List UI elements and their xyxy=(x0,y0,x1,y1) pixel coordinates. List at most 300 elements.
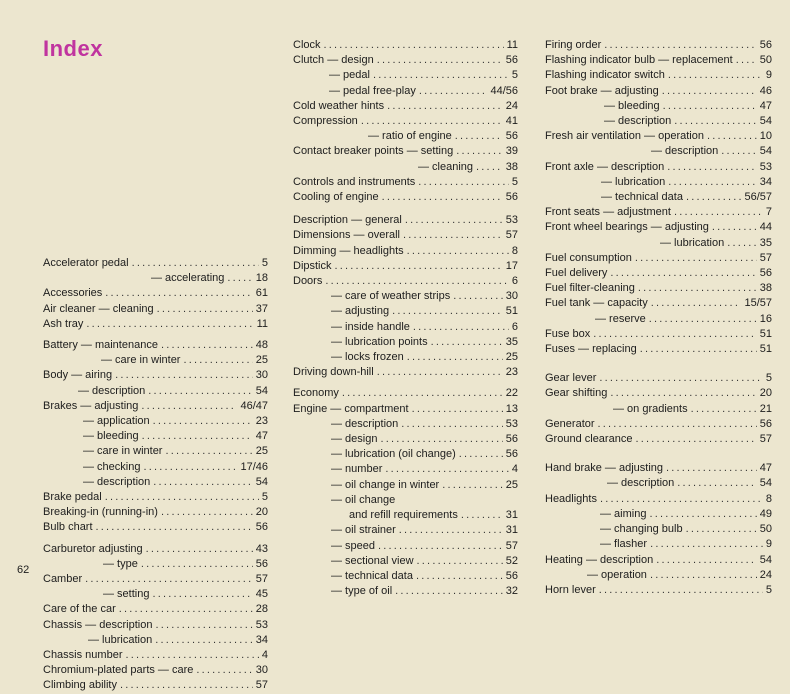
entry-text: — description xyxy=(604,115,672,128)
entry-text: Bulb chart xyxy=(43,521,93,534)
entry-text: — ratio of engine xyxy=(368,130,452,143)
entry-page: 54 xyxy=(255,384,268,397)
index-entry xyxy=(545,114,772,129)
entry-text: Contact breaker points — setting xyxy=(293,145,454,158)
dot-leader xyxy=(377,53,503,68)
entry-page: 54 xyxy=(759,477,772,490)
index-entry xyxy=(43,490,268,505)
entry-page: 50 xyxy=(759,54,772,67)
index-entry xyxy=(545,84,772,99)
entry-text: — description xyxy=(83,475,151,488)
entry-text: Horn lever xyxy=(545,583,596,596)
index-entry xyxy=(545,583,772,598)
index-entry xyxy=(293,432,518,447)
dot-leader xyxy=(405,213,503,228)
index-entry xyxy=(545,38,772,53)
dot-leader xyxy=(115,368,253,383)
entry-page: 4 xyxy=(511,463,518,476)
entry-page: 41 xyxy=(505,115,518,128)
entry-text: — reserve xyxy=(595,312,646,325)
dot-leader xyxy=(183,353,252,368)
entry-page: 17 xyxy=(505,259,518,272)
index-entry xyxy=(43,429,268,444)
entry-text: Fuses — replacing xyxy=(545,343,637,356)
entry-text: Fuel delivery xyxy=(545,267,608,280)
index-entry xyxy=(293,114,518,129)
index-entry xyxy=(43,317,268,332)
dot-leader xyxy=(105,490,259,505)
entry-page: 34 xyxy=(759,175,772,188)
dot-leader xyxy=(662,84,757,99)
entry-page: 20 xyxy=(255,506,268,519)
dot-leader xyxy=(227,271,252,286)
dot-leader xyxy=(387,99,503,114)
entry-page: 20 xyxy=(759,387,772,400)
entry-text: — oil change xyxy=(331,493,396,506)
index-entry xyxy=(43,399,268,414)
dot-leader xyxy=(656,553,757,568)
dot-leader xyxy=(86,317,253,332)
entry-page: 53 xyxy=(505,214,518,227)
entry-text: Doors xyxy=(293,275,323,288)
entry-text: Chassis — description xyxy=(43,618,153,631)
index-entry xyxy=(545,281,772,296)
entry-page: 44 xyxy=(759,221,772,234)
entry-page: 53 xyxy=(505,417,518,430)
entry-page: 56 xyxy=(759,417,772,430)
entry-text: — lubrication xyxy=(88,633,153,646)
entry-page: 47 xyxy=(255,430,268,443)
entry-page: 31 xyxy=(505,509,518,522)
index-entry xyxy=(545,432,772,447)
entry-page: 5 xyxy=(765,372,772,385)
entry-page: 6 xyxy=(511,275,518,288)
entry-text: — care of weather strips xyxy=(331,290,451,303)
dot-leader xyxy=(721,144,756,159)
entry-page: 57 xyxy=(759,433,772,446)
dot-leader xyxy=(125,648,258,663)
entry-page: 7 xyxy=(765,206,772,219)
dot-leader xyxy=(604,38,757,53)
index-entry xyxy=(293,335,518,350)
entry-text: — cleaning xyxy=(418,160,474,173)
dot-leader xyxy=(401,417,502,432)
entry-page: 54 xyxy=(759,115,772,128)
entry-page: 9 xyxy=(765,538,772,551)
index-entry xyxy=(545,342,772,357)
dot-leader xyxy=(461,508,503,523)
dot-leader xyxy=(335,259,503,274)
entry-text: Dipstick xyxy=(293,259,332,272)
entry-page: 35 xyxy=(759,236,772,249)
dot-leader xyxy=(442,478,503,493)
dot-leader xyxy=(399,523,503,538)
entry-text: — pedal free-play xyxy=(329,84,416,97)
entry-page: 44/56 xyxy=(490,84,518,97)
entry-page: 31 xyxy=(505,524,518,537)
entry-page: 51 xyxy=(759,327,772,340)
entry-page: 56 xyxy=(505,569,518,582)
entry-text: Fuel tank — capacity xyxy=(545,297,648,310)
dot-leader xyxy=(377,365,503,380)
dot-leader xyxy=(417,554,503,569)
entry-page: 21 xyxy=(759,402,772,415)
entry-page: 17/46 xyxy=(240,460,268,473)
entry-text: — accelerating xyxy=(151,272,225,285)
index-entry xyxy=(43,505,268,520)
entry-text: — locks frozen xyxy=(331,351,404,364)
index-entry xyxy=(43,648,268,663)
dot-leader xyxy=(635,251,757,266)
index-entry xyxy=(293,244,518,259)
dot-leader xyxy=(599,583,763,598)
entry-text: Body — airing xyxy=(43,369,113,382)
entry-page: 39 xyxy=(505,145,518,158)
entry-text: — oil strainer xyxy=(331,524,396,537)
entry-text: — on gradients xyxy=(613,402,688,415)
index-entry xyxy=(43,618,268,633)
entry-text: Breaking-in (running-in) xyxy=(43,506,158,519)
dot-leader xyxy=(196,663,252,678)
entry-text: — aiming xyxy=(600,507,647,520)
entry-text: Gear shifting xyxy=(545,387,608,400)
dot-leader xyxy=(142,429,253,444)
dot-leader xyxy=(431,335,503,350)
index-entry xyxy=(293,447,518,462)
index-entry xyxy=(293,554,518,569)
entry-page: 56 xyxy=(759,267,772,280)
entry-page: 5 xyxy=(511,69,518,82)
entry-page: 25 xyxy=(505,351,518,364)
index-entry xyxy=(293,175,518,190)
entry-page: 18 xyxy=(255,272,268,285)
index-entry xyxy=(545,53,772,68)
dot-leader xyxy=(418,175,509,190)
index-entry xyxy=(293,569,518,584)
dot-leader xyxy=(610,266,756,281)
entry-page: 38 xyxy=(759,282,772,295)
entry-text: — description xyxy=(607,477,675,490)
entry-page: 61 xyxy=(255,287,268,300)
index-entry xyxy=(545,312,772,327)
entry-text: Foot brake — adjusting xyxy=(545,84,659,97)
entry-page: 46 xyxy=(759,84,772,97)
dot-leader xyxy=(161,338,253,353)
dot-leader xyxy=(674,114,756,129)
dot-leader xyxy=(691,402,757,417)
dot-leader xyxy=(598,417,757,432)
entry-page: 56 xyxy=(505,191,518,204)
dot-leader xyxy=(148,384,252,399)
entry-page: 9 xyxy=(765,69,772,82)
entry-page: 8 xyxy=(765,492,772,505)
dot-leader xyxy=(155,633,253,648)
index-entry xyxy=(293,289,518,304)
entry-page: 25 xyxy=(505,478,518,491)
index-entry xyxy=(43,633,268,648)
index-entry xyxy=(545,190,772,205)
index-entry xyxy=(43,572,268,587)
entry-page: 16 xyxy=(759,312,772,325)
index-entry xyxy=(293,462,518,477)
entry-text: — speed xyxy=(331,539,376,552)
index-entry xyxy=(293,259,518,274)
index-entry xyxy=(43,384,268,399)
entry-page: 43 xyxy=(255,542,268,555)
entry-page: 52 xyxy=(505,554,518,567)
entry-text: Firing order xyxy=(545,39,602,51)
entry-text: Front axle — description xyxy=(545,160,665,173)
index-entry xyxy=(43,520,268,535)
dot-leader xyxy=(324,38,504,53)
index-entry xyxy=(545,144,772,159)
dot-leader xyxy=(161,505,253,520)
entry-text: — flasher xyxy=(600,538,648,551)
index-entry xyxy=(43,414,268,429)
index-entry xyxy=(545,129,772,144)
entry-page: 56 xyxy=(505,54,518,67)
dot-leader xyxy=(141,399,237,414)
entry-page: 30 xyxy=(505,290,518,303)
entry-page: 50 xyxy=(759,523,772,536)
dot-leader xyxy=(668,68,763,83)
dot-leader xyxy=(686,522,757,537)
entry-page: 56 xyxy=(505,130,518,143)
index-entry xyxy=(545,236,772,251)
index-entry xyxy=(293,304,518,319)
index-entry xyxy=(545,99,772,114)
dot-leader xyxy=(146,542,253,557)
index-entry xyxy=(293,417,518,432)
index-entry xyxy=(43,256,268,271)
index-entry xyxy=(43,587,268,602)
index-entry xyxy=(545,205,772,220)
dot-leader xyxy=(649,312,757,327)
index-entry xyxy=(293,160,518,175)
entry-text: — care in winter xyxy=(83,445,163,458)
entry-text: — checking xyxy=(83,460,141,473)
entry-text: Front wheel bearings — adjusting xyxy=(545,221,709,234)
entry-text: and refill requirements xyxy=(349,509,458,522)
index-entry xyxy=(293,584,518,599)
entry-page: 5 xyxy=(261,491,268,504)
dot-leader xyxy=(610,386,756,401)
index-entry xyxy=(545,220,772,235)
dot-leader xyxy=(674,205,763,220)
index-entry xyxy=(545,175,772,190)
dot-leader xyxy=(651,296,742,311)
entry-text: Brake pedal xyxy=(43,491,102,504)
page-title: Index xyxy=(43,36,103,61)
entry-text: Flashing indicator switch xyxy=(545,69,665,82)
entry-text: — type of oil xyxy=(331,585,393,598)
index-entry xyxy=(293,53,518,68)
index-entry xyxy=(545,296,772,311)
entry-page: 22 xyxy=(505,387,518,400)
entry-page: 56 xyxy=(759,39,772,51)
index-column-2 xyxy=(293,38,518,599)
dot-leader xyxy=(413,320,509,335)
entry-page: 56 xyxy=(255,521,268,534)
entry-text: — changing bulb xyxy=(600,523,683,536)
entry-text: Air cleaner — cleaning xyxy=(43,302,154,315)
entry-text: — lubrication (oil change) xyxy=(331,448,456,461)
entry-text: — description xyxy=(78,384,146,397)
entry-text: Accelerator pedal xyxy=(43,257,129,269)
dot-leader xyxy=(85,572,253,587)
entry-text: — technical data xyxy=(331,569,413,582)
entry-text: Economy xyxy=(293,387,339,400)
entry-text: Driving down-hill xyxy=(293,366,374,379)
entry-text: Care of the car xyxy=(43,603,116,616)
entry-page: 23 xyxy=(505,366,518,379)
dot-leader xyxy=(407,350,503,365)
index-entry xyxy=(43,678,268,693)
entry-text: — lubrication xyxy=(601,175,666,188)
dot-leader xyxy=(416,569,503,584)
entry-text: — pedal xyxy=(329,69,370,82)
entry-page: 56 xyxy=(505,433,518,446)
entry-text: — care in winter xyxy=(101,354,181,367)
dot-leader xyxy=(635,432,756,447)
entry-page: 54 xyxy=(759,145,772,158)
entry-text: Chassis number xyxy=(43,649,123,662)
entry-text: — design xyxy=(331,433,378,446)
dot-leader xyxy=(96,520,253,535)
entry-text: Ash tray xyxy=(43,317,84,330)
entry-text: Headlights xyxy=(545,492,597,505)
entry-text: — technical data xyxy=(601,191,683,204)
index-entry xyxy=(545,251,772,266)
index-entry xyxy=(545,522,772,537)
entry-page: 38 xyxy=(505,160,518,173)
entry-page: 6 xyxy=(511,320,518,333)
entry-text: Gear lever xyxy=(545,372,597,385)
entry-text: Fuel consumption xyxy=(545,251,632,264)
index-entry xyxy=(545,507,772,522)
index-entry xyxy=(293,350,518,365)
index-entry xyxy=(43,353,268,368)
index-entry xyxy=(43,338,268,353)
index-entry xyxy=(545,266,772,281)
entry-page: 13 xyxy=(505,402,518,415)
index-entry xyxy=(293,365,518,380)
entry-page: 34 xyxy=(255,633,268,646)
dot-leader xyxy=(453,289,503,304)
dot-leader xyxy=(361,114,503,129)
index-entry xyxy=(293,228,518,243)
index-entry xyxy=(293,84,518,99)
index-entry xyxy=(545,160,772,175)
index-entry xyxy=(545,492,772,507)
dot-leader xyxy=(105,286,252,301)
dot-leader xyxy=(403,228,503,243)
entry-text: — description xyxy=(651,145,719,158)
entry-text: — lubrication xyxy=(660,236,725,249)
entry-page: 30 xyxy=(255,664,268,677)
index-column-1 xyxy=(43,154,268,694)
index-entry xyxy=(545,68,772,83)
index-entry xyxy=(545,402,772,417)
dot-leader xyxy=(155,618,252,633)
index-entry xyxy=(43,368,268,383)
entry-text: — inside handle xyxy=(331,320,410,333)
dot-leader xyxy=(712,220,757,235)
entry-page: 57 xyxy=(255,573,268,586)
dot-leader xyxy=(378,539,503,554)
index-entry xyxy=(43,542,268,557)
entry-page: 11 xyxy=(256,317,268,330)
dot-leader xyxy=(667,160,757,175)
index-entry xyxy=(293,386,518,401)
index-entry xyxy=(293,213,518,228)
entry-text: — operation xyxy=(587,568,647,581)
index-entry xyxy=(293,523,518,538)
index-entry xyxy=(545,327,772,342)
entry-page: 45 xyxy=(255,588,268,601)
entry-page: 32 xyxy=(505,585,518,598)
dot-leader xyxy=(157,302,253,317)
entry-page: 24 xyxy=(759,568,772,581)
entry-text: Engine — compartment xyxy=(293,402,409,415)
entry-text: Chromium-plated parts — care xyxy=(43,664,194,677)
entry-page: 37 xyxy=(255,302,268,315)
dot-leader xyxy=(638,281,757,296)
entry-page: 57 xyxy=(255,679,268,692)
entry-page: 5 xyxy=(765,583,772,596)
entry-text: Dimming — headlights xyxy=(293,244,404,257)
dot-leader xyxy=(385,462,509,477)
entry-text: Fuse box xyxy=(545,327,591,340)
entry-text: — oil change in winter xyxy=(331,478,440,491)
dot-leader xyxy=(153,414,253,429)
entry-text: — sectional view xyxy=(331,554,414,567)
entry-page: 23 xyxy=(255,415,268,428)
index-entry xyxy=(43,663,268,678)
entry-page: 54 xyxy=(759,553,772,566)
index-entry xyxy=(545,371,772,386)
entry-text: Compression xyxy=(293,115,358,128)
entry-text: — lubrication points xyxy=(331,335,428,348)
entry-text: — number xyxy=(331,463,383,476)
dot-leader xyxy=(407,244,509,259)
entry-page: 56 xyxy=(255,557,268,570)
dot-leader xyxy=(707,129,757,144)
dot-leader xyxy=(677,476,756,491)
dot-leader xyxy=(412,402,503,417)
dot-leader xyxy=(727,236,757,251)
entry-page: 57 xyxy=(759,251,772,264)
entry-page: 5 xyxy=(261,257,268,269)
entry-text: Accessories xyxy=(43,287,103,300)
entry-page: 53 xyxy=(759,160,772,173)
entry-page: 57 xyxy=(505,229,518,242)
dot-leader xyxy=(419,84,488,99)
entry-text: — bleeding xyxy=(83,430,139,443)
index-entry xyxy=(545,553,772,568)
index-entry xyxy=(43,475,268,490)
entry-text: Generator xyxy=(545,417,595,430)
entry-text: Battery — maintenance xyxy=(43,339,158,352)
dot-leader xyxy=(650,568,757,583)
dot-leader xyxy=(141,557,253,572)
index-entry xyxy=(43,602,268,617)
entry-text: Front seats — adjustment xyxy=(545,206,671,219)
entry-text: Controls and instruments xyxy=(293,175,416,188)
dot-leader xyxy=(395,584,503,599)
entry-page: 5 xyxy=(511,175,518,188)
dot-leader xyxy=(325,274,509,289)
